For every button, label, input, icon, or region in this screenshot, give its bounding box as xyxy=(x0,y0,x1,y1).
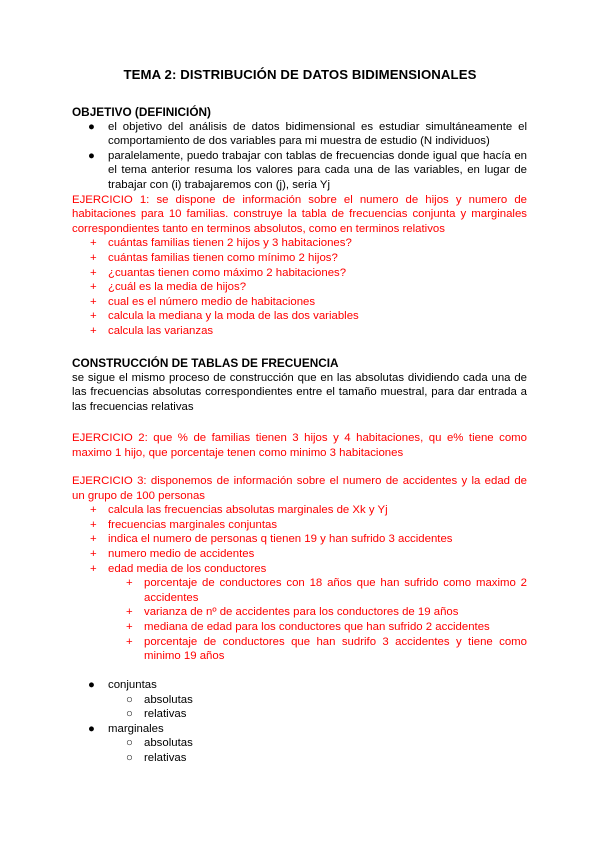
summary-conjuntas: conjuntas xyxy=(108,679,157,691)
list-item xyxy=(72,620,527,635)
list-item xyxy=(72,120,527,149)
plus-marker: + xyxy=(126,635,133,648)
list-item xyxy=(72,547,527,562)
plus-marker: + xyxy=(126,620,133,633)
summary-conjuntas-absolutas: absolutas xyxy=(144,693,193,706)
construccion-text: se sigue el mismo proceso de construcción que en las absolutas dividiendo cada una de las frecuencias absolutas correspondientes entre el tamaño muestral, para dar entrada a las frecuencias relativas xyxy=(72,371,527,413)
list-item xyxy=(72,678,527,693)
ejercicio1-item-3: ¿cuantas tienen como máximo 2 habitaciones? xyxy=(108,266,347,279)
list-item xyxy=(72,562,527,577)
circle-marker: ○ xyxy=(126,693,133,706)
ejercicio3-subitem-3: mediana de edad para los conductores que han sufrido 2 accidentes xyxy=(144,620,490,633)
plus-marker: + xyxy=(90,533,97,546)
objetivo-section xyxy=(72,105,527,339)
plus-marker: + xyxy=(90,281,97,294)
construccion-heading: CONSTRUCCIÓN DE TABLAS DE FRECUENCIA xyxy=(72,356,339,370)
objetivo-bullet-1: el objetivo del análisis de datos bidimensional es estudiar simultáneamente el comportamiento de dos variables para mi muestra de estudio (N individuos) xyxy=(108,120,527,148)
ejercicio3-subitem-4: porcentaje de conductores que han sudrifo 3 accidentes y tiene como minimo 19 años xyxy=(144,635,527,663)
ejercicio1-statement: EJERCICIO 1: se dispone de información sobre el numero de hijos y numero de habitaciones para 10 familias. construye la tabla de frecuencias conjunta y marginales correspondientes tanto en terminos absolutos, como en terminos relativos xyxy=(72,193,527,235)
summary-list xyxy=(72,678,527,693)
ejercicio1-item-4: ¿cuál es la media de hijos? xyxy=(108,281,247,294)
objetivo-bullet-2: paralelamente, puedo trabajar con tablas de frecuencias donde igual que hacía en el tema anterior resuma los valores para cada una de las variables, en lugar de trabajar con (i) trabajaremos con (j), seria Yj xyxy=(108,149,527,191)
ejercicio3-subitem-2: varianza de nº de accidentes para los conductores de 19 años xyxy=(144,606,459,619)
construccion-section xyxy=(72,356,527,414)
plus-marker: + xyxy=(126,577,133,590)
summary-marginales-absolutas: absolutas xyxy=(144,737,193,750)
list-item xyxy=(72,266,527,281)
summary-section xyxy=(72,678,527,766)
plus-marker: + xyxy=(90,237,97,250)
plus-marker: + xyxy=(90,324,97,337)
summary-marginales-relativas: relativas xyxy=(144,751,187,764)
objetivo-list xyxy=(72,120,527,193)
ejercicio3-subitem-1: porcentaje de conductores con 18 años que han sufrido como maximo 2 accidentes xyxy=(144,577,527,604)
plus-marker: + xyxy=(90,518,97,531)
list-item xyxy=(72,736,527,751)
list-item xyxy=(72,707,527,722)
list-item xyxy=(72,693,527,708)
ejercicio3-list xyxy=(72,503,527,576)
ejercicio3-item-1: calcula las frecuencias absolutas marginales de Xk y Yj xyxy=(108,504,388,517)
bullet-marker: ● xyxy=(88,722,95,735)
ejercicio1-item-6: calcula la mediana y la moda de las dos variables xyxy=(108,310,359,323)
list-item xyxy=(72,751,527,766)
circle-marker: ○ xyxy=(126,708,133,721)
ejercicio1-item-2: cuántas familias tienen como mínimo 2 hijos? xyxy=(108,251,338,264)
ejercicio3-item-5: edad media de los conductores xyxy=(108,562,267,575)
list-item xyxy=(72,149,527,193)
summary-marginales-sublist xyxy=(72,736,527,765)
objetivo-heading: OBJETIVO (DEFINICIÓN) xyxy=(72,105,211,119)
circle-marker: ○ xyxy=(126,751,133,764)
summary-conjuntas-relativas: relativas xyxy=(144,708,187,721)
plus-marker: + xyxy=(90,504,97,517)
page-title: TEMA 2: DISTRIBUCIÓN DE DATOS BIDIMENSIONALES xyxy=(123,67,477,82)
list-item xyxy=(72,532,527,547)
bullet-marker: ● xyxy=(88,679,95,691)
ejercicio3-item-4: numero medio de accidentes xyxy=(108,547,255,560)
plus-marker: + xyxy=(90,547,97,560)
ejercicio1-list xyxy=(72,236,527,338)
ejercicio2-statement: EJERCICIO 2: que % de familias tienen 3 hijos y 4 habitaciones, qu e% tiene como maximo 1 hijo, que porcentaje tenen como minimo 3 habitaciones xyxy=(72,432,527,459)
plus-marker: + xyxy=(90,251,97,264)
list-item xyxy=(72,605,527,620)
summary-conjuntas-sublist xyxy=(72,693,527,722)
plus-marker: + xyxy=(90,310,97,323)
plus-marker: + xyxy=(90,295,97,308)
circle-marker: ○ xyxy=(126,737,133,750)
list-item xyxy=(72,503,527,518)
list-item xyxy=(72,236,527,251)
plus-marker: + xyxy=(90,266,97,279)
ejercicio3-item-2: frecuencias marginales conjuntas xyxy=(108,518,278,531)
ejercicio3-section xyxy=(72,474,527,664)
ejercicio1-item-1: cuántas familias tienen 2 hijos y 3 habitaciones? xyxy=(108,237,352,250)
list-item xyxy=(72,251,527,266)
list-item xyxy=(72,324,527,339)
ejercicio3-statement: EJERCICIO 3: disponemos de información sobre el numero de accidentes y la edad de un grupo de 100 personas xyxy=(72,475,527,502)
ejercicio3-item-3: indica el numero de personas q tienen 19 y han sufrido 3 accidentes xyxy=(108,533,453,546)
list-item xyxy=(72,722,527,737)
list-item xyxy=(72,295,527,310)
list-item xyxy=(72,309,527,324)
list-item xyxy=(72,280,527,295)
bullet-marker: ● xyxy=(88,120,95,133)
bullet-marker: ● xyxy=(88,149,95,162)
plus-marker: + xyxy=(90,562,97,575)
summary-marginales: marginales xyxy=(108,722,164,735)
list-item xyxy=(72,576,527,605)
list-item xyxy=(72,635,527,664)
list-item xyxy=(72,518,527,533)
ejercicio1-item-7: calcula las varianzas xyxy=(108,324,214,337)
ejercicio3-sublist xyxy=(72,576,527,664)
plus-marker: + xyxy=(126,606,133,619)
ejercicio1-item-5: cual es el número medio de habitaciones xyxy=(108,295,316,308)
summary-list-2 xyxy=(72,722,527,737)
